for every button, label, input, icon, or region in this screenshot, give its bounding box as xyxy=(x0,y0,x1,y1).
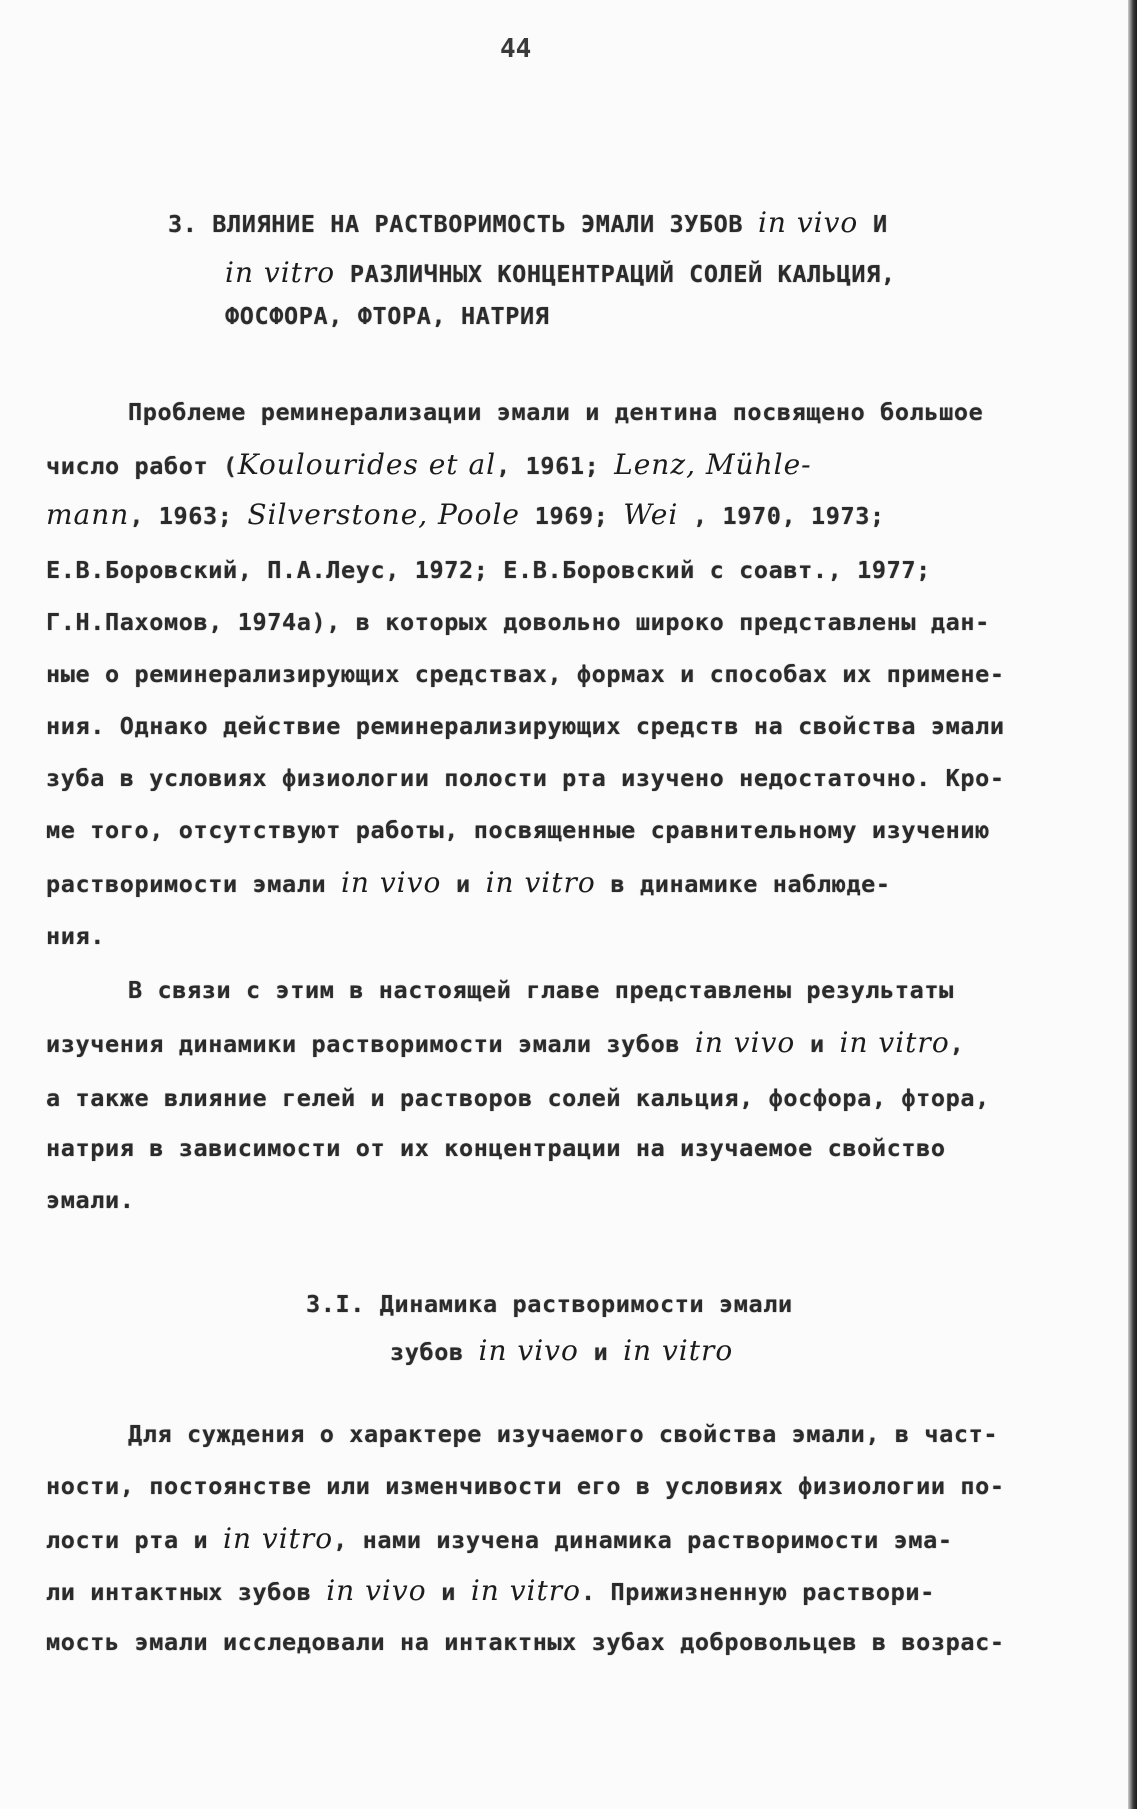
text-fragment: и xyxy=(441,870,486,898)
page-edge-shadow xyxy=(1128,0,1137,1809)
paragraph-line: зуба в условиях физиологии полости рта изучено недостаточно. Кро- xyxy=(46,764,1005,792)
handwritten-term: in vivo xyxy=(326,1574,427,1607)
paragraph-line xyxy=(46,866,891,899)
heading-text: И xyxy=(858,210,888,238)
handwritten-term: in vivo xyxy=(340,866,442,899)
text-fragment: 1969; xyxy=(520,502,624,530)
text-fragment: лости рта и xyxy=(46,1526,223,1554)
paragraph-line: натрия в зависимости от их концентрации на изучаемое свойство xyxy=(46,1134,946,1162)
section-heading-line-1: 3.I. Динамика растворимости эмали xyxy=(306,1290,793,1318)
handwritten-term: in vitro xyxy=(470,1574,581,1607)
heading-text: РАЗЛИЧНЫХ КОНЦЕНТРАЦИЙ СОЛЕЙ КАЛЬЦИЯ, xyxy=(335,260,896,288)
chapter-heading-line-2 xyxy=(225,256,896,289)
handwritten-term: in vivo xyxy=(694,1026,796,1059)
paragraph-line: мость эмали исследовали на интактных зубах добровольцев в возрас- xyxy=(46,1628,1005,1656)
paragraph-line: ные о реминерализирующих средствах, формах и способах их примене- xyxy=(46,660,1005,688)
text-fragment: и xyxy=(578,1338,624,1366)
text-fragment: ли интактных зубов xyxy=(46,1578,327,1606)
text-fragment: и xyxy=(426,1578,471,1606)
chapter-heading-line-3: ФОСФОРА, ФТОРА, НАТРИЯ xyxy=(225,302,550,330)
paragraph-line xyxy=(46,448,812,481)
paragraph-line: ме того, отсутствуют работы, посвященные сравнительному изучению xyxy=(46,816,990,844)
text-fragment: , 1963; xyxy=(129,502,248,530)
handwritten-term: in vivo xyxy=(757,206,859,239)
handwritten-term: in vivo xyxy=(478,1334,579,1367)
page-number: 44 xyxy=(500,34,532,64)
paragraph-line: ности, постоянстве или изменчивости его в условиях физиологии по- xyxy=(46,1472,1005,1500)
text-fragment: , нами изучена динамика растворимости эма- xyxy=(333,1526,953,1554)
paragraph-line xyxy=(46,498,885,531)
handwritten-citation: Koulourides et al xyxy=(237,448,497,481)
paragraph-line: эмали. xyxy=(46,1186,135,1214)
paragraph-line: Г.Н.Пахомов, 1974а), в которых довольно широко представлены дан- xyxy=(46,608,990,636)
paragraph-line: а также влияние гелей и растворов солей кальция, фосфора, фтора, xyxy=(46,1084,990,1112)
paragraph-line: ния. xyxy=(46,922,105,950)
handwritten-term: in vitro xyxy=(222,1522,334,1555)
text-fragment: число работ ( xyxy=(46,452,238,480)
paragraph-line: ния. Однако действие реминерализирующих средств на свойства эмали xyxy=(46,712,1005,740)
section-heading-line-2 xyxy=(390,1334,733,1367)
text-fragment: в динамике наблюде- xyxy=(595,870,891,898)
handwritten-citation: mann xyxy=(46,498,130,531)
paragraph-line: Для суждения о характере изучаемого свойства эмали, в част- xyxy=(128,1420,999,1448)
paragraph-line xyxy=(46,1574,935,1607)
text-fragment: растворимости эмали xyxy=(46,870,341,898)
paragraph-line: В связи с этим в настоящей главе представлены результаты xyxy=(128,976,954,1004)
handwritten-term: in vitro xyxy=(225,256,336,289)
text-fragment: , xyxy=(949,1030,965,1058)
text-fragment: . Прижизненную раствори- xyxy=(580,1578,935,1606)
text-fragment: , 1961; xyxy=(496,452,615,480)
paragraph-line: Е.В.Боровский, П.А.Леус, 1972; Е.В.Боровский с соавт., 1977; xyxy=(46,556,931,584)
handwritten-citation: Lenz, Mühle- xyxy=(614,448,812,481)
heading-text: 3. ВЛИЯНИЕ НА РАСТВОРИМОСТЬ ЭМАЛИ ЗУБОВ xyxy=(168,210,758,238)
handwritten-term: in vitro xyxy=(839,1026,950,1059)
handwritten-citation: Wei xyxy=(623,498,679,531)
text-fragment: и xyxy=(795,1030,840,1058)
text-fragment: изучения динамики растворимости эмали зубов xyxy=(46,1030,695,1058)
text-fragment: , 1970, 1973; xyxy=(678,502,885,530)
handwritten-term: in vitro xyxy=(485,866,596,899)
text-fragment: зубов xyxy=(390,1338,479,1366)
paragraph-line: Проблеме реминерализации эмали и дентина посвящено большое xyxy=(128,398,984,426)
handwritten-term: in vitro xyxy=(623,1334,734,1367)
paragraph-line xyxy=(46,1026,964,1059)
chapter-heading-line-1 xyxy=(168,206,888,239)
handwritten-citation: Silverstone, Poole xyxy=(247,498,521,531)
paragraph-line xyxy=(46,1522,953,1555)
